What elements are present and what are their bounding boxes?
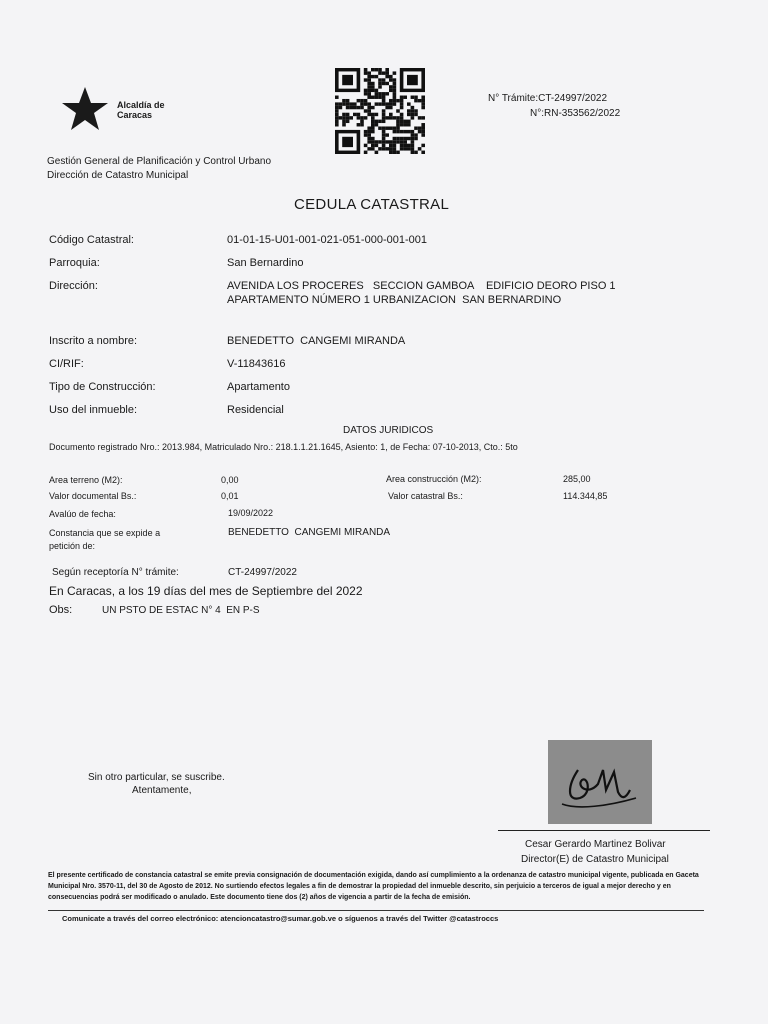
valor-catastral-value: 114.344,85	[563, 491, 608, 501]
codigo-label: Código Catastral:	[49, 234, 134, 246]
area-terreno-label: Area terreno (M2):	[49, 475, 123, 485]
fecha-emision: En Caracas, a los 19 días del mes de Septiembre del 2022	[49, 584, 363, 598]
cirif-value: V-11843616	[227, 358, 286, 370]
signature-line	[498, 830, 710, 831]
tramite-number: N° Trámite:CT-24997/2022	[488, 93, 608, 104]
valor-catastral-label: Valor catastral Bs.:	[388, 491, 463, 501]
obs-value: UN PSTO DE ESTAC N° 4 EN P-S	[102, 605, 260, 616]
signature-stamp	[548, 740, 652, 824]
uso-label: Uso del inmueble:	[49, 404, 138, 416]
valor-documental-value: 0,01	[221, 491, 239, 501]
parroquia-value: San Bernardino	[227, 257, 304, 269]
logo-text	[117, 100, 177, 120]
signature-icon	[548, 740, 652, 824]
direccion-label: Dirección:	[49, 280, 98, 292]
tipo-label: Tipo de Construcción:	[49, 381, 156, 393]
inscrito-value: BENEDETTO CANGEMI MIRANDA	[227, 335, 406, 347]
constancia-label-1: Constancia que se expide a	[49, 528, 161, 538]
dept-catastro: Dirección de Catastro Municipal	[47, 170, 189, 181]
qr-code-icon	[335, 68, 425, 154]
cirif-label: CI/RIF:	[49, 358, 84, 370]
legal-disclaimer: El presente certificado de constancia catastral se emite previa consignación de documentación exigida, dando así cumplimiento a la ordenanza de catastro municipal vigente, publicada en Gaceta Municipal Nro. 3570-11, del 30 de Agosto de 2012. No surtiendo efectos legales a fin de demostrar la propiedad del inmueble descrito, sin perjuicio a terceros de igual a mejor derecho y en consecuencias podrá ser modificado o anulado. Este documento tiene dos (2) años de vigencia a partir de la fecha de emisión.	[48, 872, 699, 901]
constancia-label-2: petición de:	[49, 541, 96, 551]
area-terreno-value: 0,00	[221, 475, 239, 485]
receptoria-value: CT-24997/2022	[228, 567, 297, 578]
footer-contact: Comunicate a través del correo electrónico: atencioncatastro@sumar.gob.ve o síguenos a través del Twitter @catastroccs	[62, 914, 499, 923]
avaluo-value: 19/09/2022	[228, 508, 274, 518]
rn-number: N°:RN-353562/2022	[530, 108, 621, 119]
signatory-role: Director(E) de Catastro Municipal	[521, 854, 669, 865]
area-construccion-value: 285,00	[563, 474, 591, 484]
avaluo-label: Avalúo de fecha:	[49, 509, 116, 519]
obs-label: Obs:	[49, 604, 73, 616]
direccion-line1: AVENIDA LOS PROCERES SECCION GAMBOA EDIFICIO DEORO PISO 1	[227, 280, 616, 292]
logo-name: Alcaldía de Caracas	[117, 100, 165, 120]
inscrito-label: Inscrito a nombre:	[49, 335, 138, 347]
juridicos-heading: DATOS JURIDICOS	[343, 425, 434, 436]
direccion-line2: APARTAMENTO NÚMERO 1 URBANIZACION SAN BERNARDINO	[227, 294, 562, 306]
constancia-value: BENEDETTO CANGEMI MIRANDA	[228, 527, 391, 538]
uso-value: Residencial	[227, 404, 284, 416]
documento-registrado: Documento registrado Nro.: 2013.984, Matriculado Nro.: 218.1.1.21.1645, Asiento: 1, de Fecha: 07-10-2013, Cto.: 5to	[49, 442, 518, 452]
star-logo-icon	[60, 86, 110, 132]
area-construccion-label: Area construcción (M2):	[386, 474, 482, 484]
closing-line-1: Sin otro particular, se suscribe.	[88, 772, 225, 783]
footer-divider	[48, 910, 704, 911]
codigo-value: 01-01-15-U01-001-021-051-000-001-001	[227, 234, 427, 246]
signatory-name: Cesar Gerardo Martinez Bolivar	[525, 839, 666, 850]
tipo-value: Apartamento	[227, 381, 290, 393]
closing-line-2: Atentamente,	[132, 785, 192, 796]
valor-documental-label: Valor documental Bs.:	[49, 491, 137, 501]
page-title: CEDULA CATASTRAL	[294, 196, 450, 213]
receptoria-label: Según receptoría N° trámite:	[52, 567, 179, 578]
parroquia-label: Parroquia:	[49, 257, 100, 269]
dept-planificacion: Gestión General de Planificación y Control Urbano	[47, 156, 272, 167]
